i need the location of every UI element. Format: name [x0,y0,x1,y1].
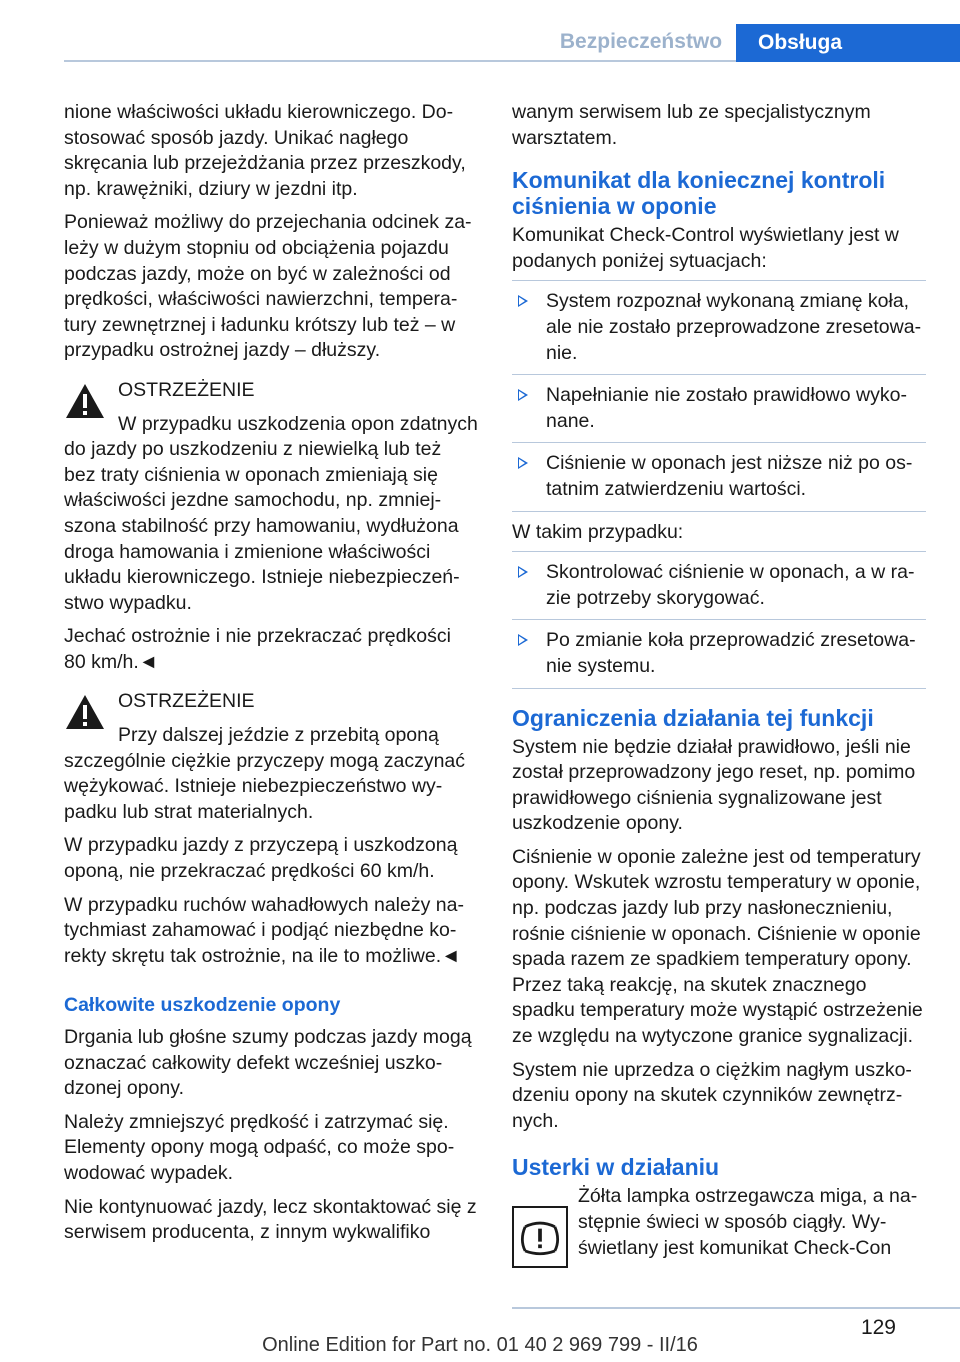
action-list [512,551,926,688]
bullet-arrow-icon [518,457,528,469]
fault-indicator-block [512,1184,926,1284]
warning-triangle-icon [64,693,106,731]
warning-text: W przypadku ruchów wahadłowych należy natychmiast zahamować i podjąć niezbędne korekty skrętu tak ostrożnie, na ile to możliwe.◄ [64,893,464,967]
page-number: 129 [860,1316,896,1339]
edition-footer: Online Edition for Part no. 01 40 2 969 799 - II/16 [262,1334,698,1356]
paragraph: wanym serwisem lub ze specjalistycznym warsztatem. [512,101,871,149]
left-column [64,100,478,1254]
chapter-tab-safety[interactable]: Bezpieczeństwo [559,30,723,53]
paragraph: Żółta lampka ostrzegawcza miga, a następnie świeci w sposób ciągły. Wyświetlany jest komunikat Check-Con [578,1185,918,1259]
paragraph: nione właściwości układu kierowniczego. Dostosować sposób jazdy. Unikać nagłego skręcania lub przejeżdżania przez przeszkody, np. krawężniki, dziury w jezdni itp. [64,101,466,200]
warning-text: Przy dalszej jeździe z przebitą oponą szczególnie ciężkie przyczepy mogą zaczynać wężykować. Istnieje niebezpieczeństwo wypadku lub strat materialnych. [64,724,466,823]
warning-title: OSTRZEŻENIE [118,378,255,401]
list-item: Ciśnienie w oponach jest niższe niż po ostatnim zatwierdzeniu wartości. [512,442,926,511]
subsection-heading: Całkowite uszkodzenie opony [64,994,341,1017]
paragraph: Nie kontynuować jazdy, lecz skontaktować się z serwisem producenta, z innym wykwalifiko [64,1195,477,1244]
list-item: Skontrolować ciśnienie w oponach, a w razie potrzeby skorygować. [512,551,926,619]
warning-text: W przypadku uszkodzenia opon zdatnych do jazdy po uszkodzeniu z niewielką lub też bez traty ciśnienia w oponach zmieniają się właściwości jezdne samochodu, np. zmniejszona stabilność przy hamowaniu, wydłużona droga hamowania i zmienione właściwości układu kierowniczego. Istnieje niebezpieczeństwo wypadku. [64,412,478,614]
section-heading: Komunikat dla koniecznej kontroli ciśnienia w oponie [512,167,886,220]
paragraph: System nie będzie działał prawidłowo, jeśli nie został przeprowadzony jego reset, np. pomimo prawidłowego ciśnienia sygnalizowane jest uszkodzenie opony. [512,735,916,835]
paragraph: W takim przypadku: [512,520,684,543]
paragraph: Ponieważ możliwy do przejechania odcinek zależy w dużym stopniu od obciążenia pojazdu podczas jazdy, może on być w zależności od prędkości, właściwości nawierzchni, temperatury zewnętrznej i ładunku krótszy lub też – w przypadku ostrożnej jazdy – dłuższy. [64,211,472,362]
paragraph: Należy zmniejszyć prędkość i zatrzymać się. Elementy opony mogą odpaść, co może spowodować wypadek. [64,1110,455,1184]
section-heading: Usterki w działaniu [512,1154,720,1181]
chapter-tab-operation[interactable]: Obsługa [736,24,960,62]
section-heading: Ograniczenia działania tej funkcji [512,704,874,731]
bullet-arrow-icon [518,389,528,401]
warning-text: Jechać ostrożnie i nie przekraczać prędkości 80 km/h.◄ [64,625,451,673]
paragraph: Drgania lub głośne szumy podczas jazdy mogą oznaczać całkowity defekt wcześniej uszkodzonej opony. [64,1026,472,1100]
tire-pressure-warning-icon [512,1206,568,1268]
list-item: Po zmianie koła przeprowadzić zresetowanie systemu. [512,619,926,688]
footer-rule [512,1307,960,1309]
right-column [512,100,926,1284]
page-header [0,0,960,62]
paragraph: Komunikat Check-Control wyświetlany jest w podanych poniżej sytuacjach: [512,224,899,272]
paragraph: Ciśnienie w oponie zależne jest od temperatury opony. Wskutek wzrostu temperatury w oponie, np. podczas jazdy lub przy nasłonecznieniu, rośnie ciśnienie w oponach. Ciśnienie w oponie spada razem ze spadkiem temperatury opony. Przez taką reakcję, na skutek znacznego spadku temperatury może wystąpić ostrzeżenie ze względu na wytyczone granice sygnalizacji. [512,845,923,1048]
list-item: System rozpoznał wykonaną zmianę koła, ale nie zostało przeprowadzone zresetowanie. [512,280,926,374]
list-item: Napełnianie nie zostało prawidłowo wykonane. [512,374,926,442]
warning-block [64,378,478,676]
warning-title: OSTRZEŻENIE [118,690,255,713]
warning-text: W przypadku jazdy z przyczepą i uszkodzoną oponą, nie przekraczać prędkości 60 km/h. [64,834,458,883]
bullet-arrow-icon [518,566,528,578]
situation-list [512,280,926,511]
warning-block [64,689,478,969]
warning-triangle-icon [64,382,106,420]
bullet-arrow-icon [518,634,528,646]
paragraph: System nie uprzedza o ciężkim nagłym uszkodzeniu opony na skutek czynników zewnętrznych. [512,1058,912,1132]
bullet-arrow-icon [518,295,528,307]
